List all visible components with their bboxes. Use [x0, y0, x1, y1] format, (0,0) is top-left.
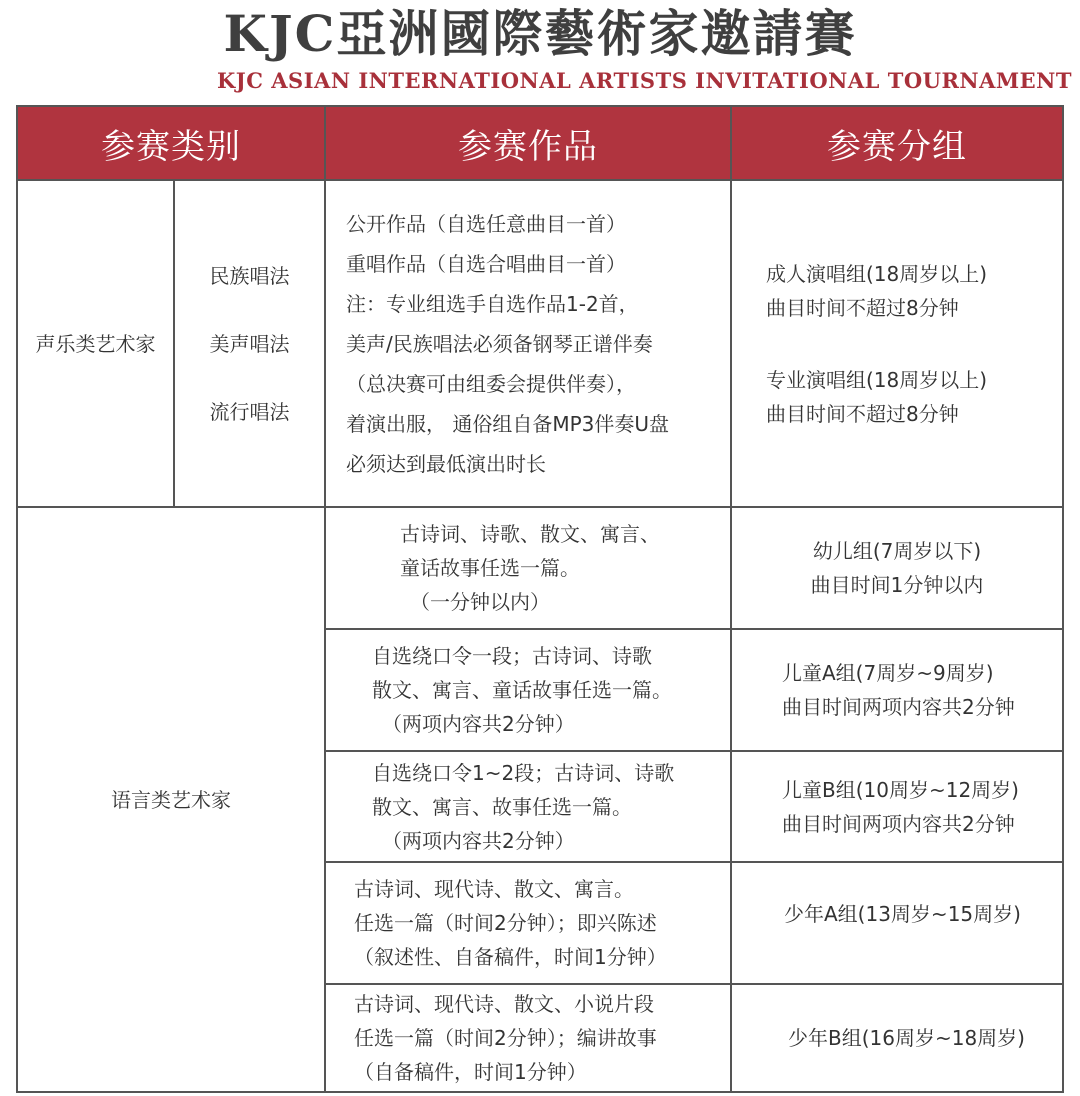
language-work-line: 自选绕口令1~2段；古诗词、诗歌 — [372, 760, 675, 785]
header-works: 参赛作品 — [325, 106, 731, 180]
language-group-line: 儿童B组(10周岁~12周岁) — [782, 777, 1019, 802]
vocal-style-item: 民族唱法 — [209, 263, 290, 288]
vocal-styles — [174, 180, 325, 507]
language-groups — [731, 507, 1063, 629]
language-works — [325, 862, 731, 984]
language-group-line: 曲目时间两项内容共2分钟 — [782, 695, 1015, 719]
vocal-style-item: 美声唱法 — [209, 331, 290, 356]
language-work-line: （两项内容共2分钟） — [382, 828, 575, 853]
competition-table — [16, 105, 1064, 1093]
language-groups — [731, 629, 1063, 751]
language-work-line: 任选一篇（时间2分钟）；编讲故事 — [354, 1026, 657, 1050]
vocal-work-line: 公开作品（自选任意曲目一首） — [346, 211, 626, 236]
vocal-style-item: 流行唱法 — [209, 399, 290, 424]
language-work-line: 自选绕口令一段；古诗词、诗歌 — [372, 644, 652, 668]
table-header-row — [17, 106, 1063, 180]
language-groups — [731, 751, 1063, 862]
language-work-line: 任选一篇（时间2分钟）；即兴陈述 — [354, 911, 657, 935]
language-groups — [731, 984, 1063, 1092]
vocal-work-line: 着演出服， 通俗组自备MP3伴奏U盘 — [346, 411, 670, 436]
language-works — [325, 984, 731, 1092]
page-title: KJC亞洲國際藝術家邀請賽 — [223, 4, 857, 63]
table-row — [17, 180, 1063, 507]
language-works — [325, 507, 731, 629]
language-work-line: 古诗词、现代诗、散文、小说片段 — [354, 992, 654, 1016]
language-group-line: 儿童A组(7周岁~9周岁) — [782, 661, 994, 685]
language-work-line: 古诗词、诗歌、散文、寓言、 — [400, 522, 660, 546]
language-works — [325, 751, 731, 862]
header-category: 参赛类别 — [17, 106, 325, 180]
language-works — [325, 629, 731, 751]
vocal-group-line: 专业演唱组(18周岁以上) — [766, 367, 988, 392]
language-work-line: 散文、寓言、故事任选一篇。 — [372, 794, 632, 819]
language-work-line: （一分钟以内） — [410, 590, 550, 614]
vocal-category: 声乐类艺术家 — [17, 180, 174, 507]
language-work-line: （自备稿件，时间1分钟） — [354, 1060, 587, 1084]
language-group-line: 少年B组(16周岁~18周岁) — [788, 1026, 1025, 1050]
vocal-groups — [731, 180, 1063, 507]
vocal-work-line: 重唱作品（自选合唱曲目一首） — [346, 251, 626, 276]
language-groups — [731, 862, 1063, 984]
language-group-line: 曲目时间1分钟以内 — [810, 573, 984, 597]
language-category: 语言类艺术家 — [17, 507, 325, 1092]
table-row — [17, 507, 1063, 629]
language-work-line: 古诗词、现代诗、散文、寓言。 — [354, 877, 634, 901]
header-groups: 参赛分组 — [731, 106, 1063, 180]
vocal-group-line: 曲目时间不超过8分钟 — [766, 401, 959, 426]
language-work-line: 童话故事任选一篇。 — [400, 556, 580, 580]
language-work-line: （叙述性、自备稿件，时间1分钟） — [354, 945, 667, 969]
vocal-works — [325, 180, 731, 507]
language-work-line: 散文、寓言、童话故事任选一篇。 — [372, 678, 672, 702]
language-group-line: 幼儿组(7周岁以下) — [812, 539, 982, 563]
language-group-line: 少年A组(13周岁~15周岁) — [784, 902, 1021, 926]
vocal-work-line: （总决赛可由组委会提供伴奏）， — [346, 371, 636, 396]
language-group-line: 曲目时间两项内容共2分钟 — [782, 811, 1015, 836]
page-subtitle: KJC ASIAN INTERNATIONAL ARTISTS INVITATIONAL TOURNAMENT — [217, 68, 1072, 93]
vocal-group-line: 成人演唱组(18周岁以上) — [766, 261, 988, 286]
vocal-work-line: 美声/民族唱法必须备钢琴正谱伴奏 — [346, 331, 653, 356]
vocal-work-line: 必须达到最低演出时长 — [346, 451, 546, 476]
vocal-group-line: 曲目时间不超过8分钟 — [766, 295, 959, 320]
language-work-line: （两项内容共2分钟） — [382, 712, 575, 736]
vocal-work-line: 注：专业组选手自选作品1-2首， — [346, 291, 639, 316]
